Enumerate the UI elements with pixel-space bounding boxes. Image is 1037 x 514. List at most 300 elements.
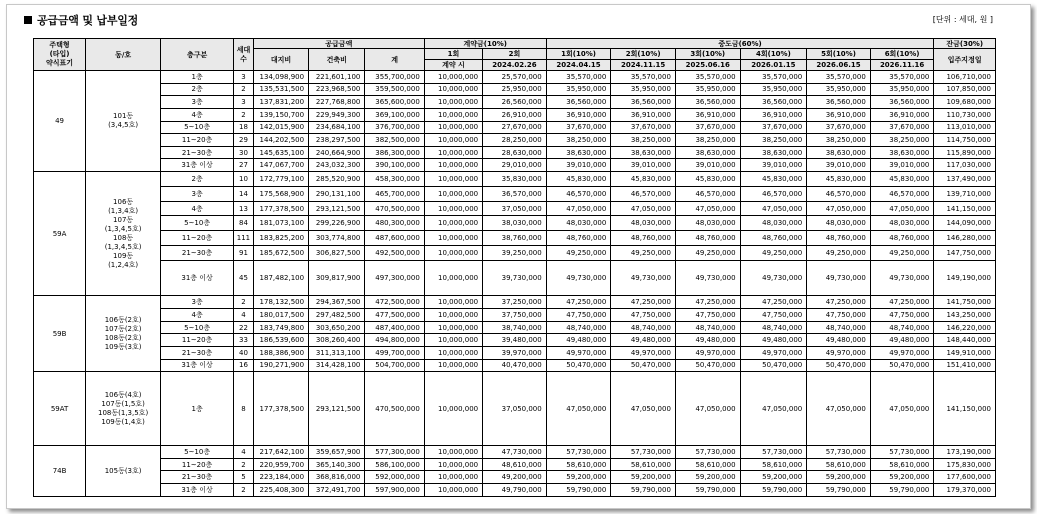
building-cell: 238,297,500 <box>309 134 365 147</box>
mid3-cell: 58,610,000 <box>675 458 740 471</box>
units-cell: 8 <box>234 372 254 446</box>
floor-cell: 31층 이상 <box>161 260 234 296</box>
dep2-cell: 26,910,000 <box>483 108 547 121</box>
dep1-cell: 10,000,000 <box>424 71 482 84</box>
units-cell: 2 <box>234 458 254 471</box>
mid3-cell: 45,830,000 <box>675 172 740 187</box>
total-cell: 480,300,000 <box>365 216 424 231</box>
mid5-cell: 50,470,000 <box>807 359 871 372</box>
total-cell: 487,600,000 <box>365 231 424 246</box>
mid3-cell: 48,030,000 <box>675 216 740 231</box>
mid1-cell: 49,970,000 <box>546 347 611 360</box>
mid6-cell: 49,480,000 <box>870 334 934 347</box>
dep2-cell: 35,830,000 <box>483 172 547 187</box>
mid2-cell: 50,470,000 <box>611 359 676 372</box>
balance-cell: 115,890,000 <box>934 146 996 159</box>
mid3-header: 3회(10%) <box>675 49 740 60</box>
square-bullet-icon <box>24 16 32 24</box>
mid5-cell: 36,910,000 <box>807 108 871 121</box>
mid1-cell: 45,830,000 <box>546 172 611 187</box>
mid6-header: 6회(10%) <box>870 49 934 60</box>
building-cell: 306,827,500 <box>309 245 365 260</box>
table-row <box>34 146 996 159</box>
mid1-cell: 59,790,000 <box>546 484 611 497</box>
dep2-cell: 37,050,000 <box>483 372 547 446</box>
dep1-cell: 10,000,000 <box>424 231 482 246</box>
dong-cell: 106동(4호) 107동(1,5호) 108동(1,3,5호) 109동(1,4호) <box>86 372 161 446</box>
mid4-cell: 37,670,000 <box>740 121 807 134</box>
floor-cell: 21~30층 <box>161 146 234 159</box>
mid1-cell: 49,730,000 <box>546 260 611 296</box>
table-row <box>34 446 996 459</box>
dep1-cell: 10,000,000 <box>424 96 482 109</box>
mid3-cell: 57,730,000 <box>675 446 740 459</box>
mid3-cell: 48,760,000 <box>675 231 740 246</box>
mid4-cell: 38,250,000 <box>740 134 807 147</box>
dep2-cell: 38,030,000 <box>483 216 547 231</box>
table-row <box>34 309 996 322</box>
mid2-cell: 57,730,000 <box>611 446 676 459</box>
floor-cell: 2층 <box>161 172 234 187</box>
building-cell: 229,949,300 <box>309 108 365 121</box>
building-cell: 359,657,900 <box>309 446 365 459</box>
mid5-cell: 38,630,000 <box>807 146 871 159</box>
mid5-cell: 58,610,000 <box>807 458 871 471</box>
floor-cell: 1층 <box>161 71 234 84</box>
dep1-cell: 10,000,000 <box>424 334 482 347</box>
mid2-cell: 47,050,000 <box>611 372 676 446</box>
mid5-cell: 57,730,000 <box>807 446 871 459</box>
balance-cell: 114,750,000 <box>934 134 996 147</box>
table-body <box>34 71 996 497</box>
table-row <box>34 71 996 84</box>
balance-cell: 106,710,000 <box>934 71 996 84</box>
mid2-cell: 39,010,000 <box>611 159 676 172</box>
mid1-cell: 36,560,000 <box>546 96 611 109</box>
land-cell: 188,386,900 <box>253 347 308 360</box>
mid1-cell: 48,760,000 <box>546 231 611 246</box>
col-deposit-header: 계약금(10%) <box>424 39 546 49</box>
floor-cell: 4층 <box>161 108 234 121</box>
mid2-cell: 38,250,000 <box>611 134 676 147</box>
mid4-cell: 45,830,000 <box>740 172 807 187</box>
mid2-cell: 36,560,000 <box>611 96 676 109</box>
table-row <box>34 159 996 172</box>
balance-cell: 149,910,000 <box>934 347 996 360</box>
floor-cell: 11~20층 <box>161 134 234 147</box>
mid4-cell: 48,740,000 <box>740 321 807 334</box>
dep1-cell: 10,000,000 <box>424 321 482 334</box>
building-cell: 293,121,500 <box>309 372 365 446</box>
mid4-cell: 48,760,000 <box>740 231 807 246</box>
mid5-cell: 47,050,000 <box>807 372 871 446</box>
building-cell: 223,968,500 <box>309 83 365 96</box>
table-row <box>34 186 996 201</box>
building-cell: 365,140,300 <box>309 458 365 471</box>
unit-type-cell: 74B <box>34 446 86 497</box>
dep2-cell: 47,730,000 <box>483 446 547 459</box>
mid2-cell: 48,030,000 <box>611 216 676 231</box>
mid6-cell: 47,750,000 <box>870 309 934 322</box>
dep1-cell: 10,000,000 <box>424 245 482 260</box>
total-cell: 597,900,000 <box>365 484 424 497</box>
units-cell: 4 <box>234 309 254 322</box>
mid1-cell: 46,570,000 <box>546 186 611 201</box>
mid4-cell: 57,730,000 <box>740 446 807 459</box>
page-title-text: 공급금액 및 납부일정 <box>37 14 139 27</box>
dep2-cell: 25,570,000 <box>483 71 547 84</box>
building-cell: 303,774,800 <box>309 231 365 246</box>
mid6-cell: 57,730,000 <box>870 446 934 459</box>
floor-cell: 21~30층 <box>161 245 234 260</box>
mid6-cell: 59,200,000 <box>870 471 934 484</box>
mid6-cell: 49,730,000 <box>870 260 934 296</box>
balance-cell: 173,190,000 <box>934 446 996 459</box>
dep2-cell: 38,740,000 <box>483 321 547 334</box>
mid4-cell: 49,730,000 <box>740 260 807 296</box>
mid3-cell: 49,730,000 <box>675 260 740 296</box>
balance-cell: 175,830,000 <box>934 458 996 471</box>
table-row <box>34 96 996 109</box>
mid2-cell: 47,750,000 <box>611 309 676 322</box>
mid5-cell: 49,250,000 <box>807 245 871 260</box>
dep1-cell: 10,000,000 <box>424 216 482 231</box>
total-cell: 458,300,000 <box>365 172 424 187</box>
mid1-cell: 39,010,000 <box>546 159 611 172</box>
units-cell: 13 <box>234 201 254 216</box>
total-cell: 494,800,000 <box>365 334 424 347</box>
mid1-cell: 58,610,000 <box>546 458 611 471</box>
units-header-text: 세대 수 <box>236 45 251 63</box>
mid6-cell: 47,050,000 <box>870 372 934 446</box>
dep2-cell: 26,560,000 <box>483 96 547 109</box>
mid2-cell: 48,760,000 <box>611 231 676 246</box>
balance-cell: 179,370,000 <box>934 484 996 497</box>
total-cell: 365,600,000 <box>365 96 424 109</box>
mid3-cell: 35,950,000 <box>675 83 740 96</box>
mid5-cell: 48,760,000 <box>807 231 871 246</box>
type-header-text: 주택형 (타입) 약식표기 <box>46 41 74 67</box>
balance-cell: 109,680,000 <box>934 96 996 109</box>
building-cell: 309,817,900 <box>309 260 365 296</box>
col-units-header <box>234 39 254 71</box>
units-cell: 40 <box>234 347 254 360</box>
mid5-cell: 47,250,000 <box>807 296 871 309</box>
table-row <box>34 359 996 372</box>
mid2-date: 2024.11.15 <box>611 60 676 71</box>
mid6-cell: 38,250,000 <box>870 134 934 147</box>
mid1-cell: 57,730,000 <box>546 446 611 459</box>
mid5-cell: 49,970,000 <box>807 347 871 360</box>
units-cell: 29 <box>234 134 254 147</box>
mid4-cell: 49,970,000 <box>740 347 807 360</box>
dep2-cell: 49,200,000 <box>483 471 547 484</box>
units-cell: 22 <box>234 321 254 334</box>
mid1-cell: 38,630,000 <box>546 146 611 159</box>
mid4-cell: 59,200,000 <box>740 471 807 484</box>
units-cell: 2 <box>234 484 254 497</box>
floor-cell: 1층 <box>161 372 234 446</box>
dep2-cell: 28,250,000 <box>483 134 547 147</box>
dep2-cell: 38,760,000 <box>483 231 547 246</box>
page-title <box>24 12 138 28</box>
land-cell: 180,017,500 <box>253 309 308 322</box>
floor-cell: 21~30층 <box>161 471 234 484</box>
dep1-cell: 10,000,000 <box>424 484 482 497</box>
mid1-cell: 49,480,000 <box>546 334 611 347</box>
building-cell: 290,131,100 <box>309 186 365 201</box>
mid3-cell: 50,470,000 <box>675 359 740 372</box>
mid6-cell: 49,250,000 <box>870 245 934 260</box>
mid4-cell: 48,030,000 <box>740 216 807 231</box>
table-row <box>34 458 996 471</box>
mid5-cell: 49,480,000 <box>807 334 871 347</box>
mid1-cell: 36,910,000 <box>546 108 611 121</box>
col-supply-header: 공급금액 <box>253 39 424 49</box>
mid1-cell: 48,740,000 <box>546 321 611 334</box>
dep2-cell: 37,050,000 <box>483 201 547 216</box>
dep1-cell: 10,000,000 <box>424 146 482 159</box>
total-cell: 592,000,000 <box>365 471 424 484</box>
mid5-cell: 38,250,000 <box>807 134 871 147</box>
table-row <box>34 321 996 334</box>
mid5-cell: 49,730,000 <box>807 260 871 296</box>
mid1-cell: 48,030,000 <box>546 216 611 231</box>
col-dong-header: 동/호 <box>86 39 161 71</box>
dep1-cell: 10,000,000 <box>424 159 482 172</box>
mid3-cell: 37,670,000 <box>675 121 740 134</box>
land-cell: 225,408,300 <box>253 484 308 497</box>
dep1-cell: 10,000,000 <box>424 108 482 121</box>
mid6-cell: 38,630,000 <box>870 146 934 159</box>
mid2-cell: 46,570,000 <box>611 186 676 201</box>
dep2-cell: 37,250,000 <box>483 296 547 309</box>
units-cell: 14 <box>234 186 254 201</box>
balance-cell: 177,600,000 <box>934 471 996 484</box>
dep1-cell: 10,000,000 <box>424 260 482 296</box>
dep1-header: 1회 <box>424 49 482 60</box>
mid4-cell: 49,250,000 <box>740 245 807 260</box>
units-cell: 2 <box>234 108 254 121</box>
balance-cell: 107,850,000 <box>934 83 996 96</box>
dong-cell: 106동(2호) 107동(2호) 108동(2호) 109동(3호) <box>86 296 161 372</box>
building-cell: 221,601,100 <box>309 71 365 84</box>
mid6-cell: 49,970,000 <box>870 347 934 360</box>
land-cell: 175,568,900 <box>253 186 308 201</box>
units-cell: 84 <box>234 216 254 231</box>
land-cell: 190,271,900 <box>253 359 308 372</box>
balance-cell: 141,150,000 <box>934 201 996 216</box>
mid1-cell: 35,950,000 <box>546 83 611 96</box>
mid3-cell: 36,560,000 <box>675 96 740 109</box>
table-row <box>34 347 996 360</box>
mid6-cell: 35,570,000 <box>870 71 934 84</box>
dep2-cell: 29,010,000 <box>483 159 547 172</box>
total-cell: 376,700,000 <box>365 121 424 134</box>
dong-cell: 105동(3호) <box>86 446 161 497</box>
mid5-cell: 35,570,000 <box>807 71 871 84</box>
building-cell: 240,664,900 <box>309 146 365 159</box>
floor-cell: 21~30층 <box>161 347 234 360</box>
dep1-cell: 10,000,000 <box>424 372 482 446</box>
dep1-cell: 10,000,000 <box>424 121 482 134</box>
units-cell: 16 <box>234 359 254 372</box>
mid1-cell: 50,470,000 <box>546 359 611 372</box>
balance-cell: 151,410,000 <box>934 359 996 372</box>
building-cell: 227,768,800 <box>309 96 365 109</box>
dong-cell: 106동 (1,3,4호) 107동 (1,3,4,5호) 108동 (1,3,4,5호) 109동 (1,2,4호) <box>86 172 161 296</box>
floor-cell: 3층 <box>161 96 234 109</box>
mid4-header: 4회(10%) <box>740 49 807 60</box>
building-cell: 243,032,300 <box>309 159 365 172</box>
mid6-cell: 58,610,000 <box>870 458 934 471</box>
units-cell: 3 <box>234 96 254 109</box>
land-cell: 186,539,600 <box>253 334 308 347</box>
mid1-cell: 47,750,000 <box>546 309 611 322</box>
total-cell: 465,700,000 <box>365 186 424 201</box>
mid6-cell: 59,790,000 <box>870 484 934 497</box>
table-row <box>34 260 996 296</box>
mid6-cell: 36,910,000 <box>870 108 934 121</box>
floor-cell: 11~20층 <box>161 231 234 246</box>
units-cell: 91 <box>234 245 254 260</box>
floor-cell: 31층 이상 <box>161 359 234 372</box>
balance-cell: 141,750,000 <box>934 296 996 309</box>
balance-cell: 146,280,000 <box>934 231 996 246</box>
table-row <box>34 296 996 309</box>
mid5-header: 5회(10%) <box>807 49 871 60</box>
mid6-cell: 50,470,000 <box>870 359 934 372</box>
mid5-cell: 48,740,000 <box>807 321 871 334</box>
mid3-cell: 49,970,000 <box>675 347 740 360</box>
mid2-cell: 37,670,000 <box>611 121 676 134</box>
mid1-cell: 59,200,000 <box>546 471 611 484</box>
land-cell: 139,150,700 <box>253 108 308 121</box>
floor-cell: 3층 <box>161 186 234 201</box>
mid2-cell: 38,630,000 <box>611 146 676 159</box>
floor-cell: 5~10층 <box>161 121 234 134</box>
dep2-cell: 40,470,000 <box>483 359 547 372</box>
mid3-cell: 49,480,000 <box>675 334 740 347</box>
total-cell: 472,500,000 <box>365 296 424 309</box>
balance-cell: 113,010,000 <box>934 121 996 134</box>
total-cell: 586,100,000 <box>365 458 424 471</box>
land-cell: 220,959,700 <box>253 458 308 471</box>
land-cell: 147,067,700 <box>253 159 308 172</box>
dep2-cell: 27,670,000 <box>483 121 547 134</box>
floor-cell: 11~20층 <box>161 334 234 347</box>
mid6-cell: 36,560,000 <box>870 96 934 109</box>
mid3-cell: 49,250,000 <box>675 245 740 260</box>
dep2-cell: 39,730,000 <box>483 260 547 296</box>
table-row <box>34 83 996 96</box>
balance-cell: 137,490,000 <box>934 172 996 187</box>
total-cell: 499,700,000 <box>365 347 424 360</box>
dep1-cell: 10,000,000 <box>424 172 482 187</box>
mid5-cell: 46,570,000 <box>807 186 871 201</box>
units-cell: 4 <box>234 446 254 459</box>
mid5-cell: 48,030,000 <box>807 216 871 231</box>
floor-cell: 3층 <box>161 296 234 309</box>
mid6-cell: 47,250,000 <box>870 296 934 309</box>
land-cell: 134,098,900 <box>253 71 308 84</box>
mid2-cell: 47,050,000 <box>611 201 676 216</box>
balance-cell: 139,710,000 <box>934 186 996 201</box>
mid1-header: 1회(10%) <box>546 49 611 60</box>
mid3-cell: 35,570,000 <box>675 71 740 84</box>
floor-cell: 4층 <box>161 201 234 216</box>
mid3-cell: 47,050,000 <box>675 372 740 446</box>
table-row <box>34 172 996 187</box>
balance-cell: 147,750,000 <box>934 245 996 260</box>
mid4-cell: 39,010,000 <box>740 159 807 172</box>
dep2-date: 2024.02.26 <box>483 60 547 71</box>
total-cell: 382,500,000 <box>365 134 424 147</box>
units-cell: 5 <box>234 471 254 484</box>
mid4-cell: 35,950,000 <box>740 83 807 96</box>
dep1-cell: 10,000,000 <box>424 471 482 484</box>
mid5-cell: 35,950,000 <box>807 83 871 96</box>
dep2-header: 2회 <box>483 49 547 60</box>
land-cell: 217,642,100 <box>253 446 308 459</box>
col-total-header: 계 <box>365 49 424 71</box>
mid2-cell: 58,610,000 <box>611 458 676 471</box>
mid4-cell: 36,560,000 <box>740 96 807 109</box>
floor-cell: 4층 <box>161 309 234 322</box>
balance-cell: 144,090,000 <box>934 216 996 231</box>
land-cell: 172,779,100 <box>253 172 308 187</box>
mid2-cell: 35,950,000 <box>611 83 676 96</box>
floor-cell: 2층 <box>161 83 234 96</box>
mid4-cell: 47,750,000 <box>740 309 807 322</box>
units-cell: 3 <box>234 71 254 84</box>
total-cell: 355,700,000 <box>365 71 424 84</box>
table-row <box>34 484 996 497</box>
floor-cell: 5~10층 <box>161 321 234 334</box>
building-cell: 297,482,500 <box>309 309 365 322</box>
mid5-cell: 36,560,000 <box>807 96 871 109</box>
mid6-cell: 35,950,000 <box>870 83 934 96</box>
mid3-cell: 47,750,000 <box>675 309 740 322</box>
land-cell: 145,635,100 <box>253 146 308 159</box>
balance-cell: 148,440,000 <box>934 334 996 347</box>
mid3-cell: 59,790,000 <box>675 484 740 497</box>
mid3-cell: 38,250,000 <box>675 134 740 147</box>
total-cell: 390,100,000 <box>365 159 424 172</box>
mid4-cell: 46,570,000 <box>740 186 807 201</box>
dep1-cell: 10,000,000 <box>424 359 482 372</box>
payment-schedule-table <box>33 38 996 497</box>
mid2-cell: 36,910,000 <box>611 108 676 121</box>
dep1-cell: 10,000,000 <box>424 458 482 471</box>
table-row <box>34 245 996 260</box>
total-cell: 359,500,000 <box>365 83 424 96</box>
dep1-cell: 10,000,000 <box>424 446 482 459</box>
units-cell: 45 <box>234 260 254 296</box>
mid1-cell: 47,050,000 <box>546 201 611 216</box>
mid4-cell: 50,470,000 <box>740 359 807 372</box>
mid2-cell: 47,250,000 <box>611 296 676 309</box>
land-cell: 177,378,500 <box>253 372 308 446</box>
balance-cell: 141,150,000 <box>934 372 996 446</box>
units-cell: 30 <box>234 146 254 159</box>
mid5-cell: 45,830,000 <box>807 172 871 187</box>
units-cell: 33 <box>234 334 254 347</box>
mid3-cell: 59,200,000 <box>675 471 740 484</box>
mid4-cell: 59,790,000 <box>740 484 807 497</box>
units-cell: 111 <box>234 231 254 246</box>
unit-type-cell: 59B <box>34 296 86 372</box>
